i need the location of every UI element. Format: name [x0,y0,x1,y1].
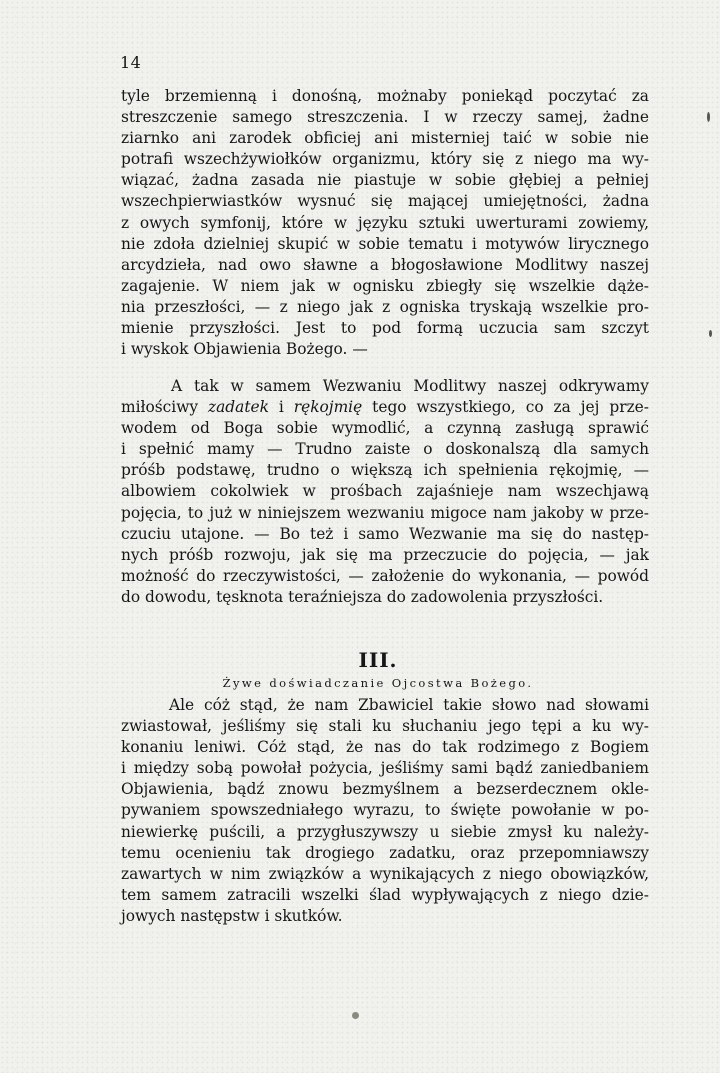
text-line: mienie przyszłości. Jest to pod formą uczucia sam szczyt [121,319,649,338]
text-segment: miłościwy [121,398,209,417]
text-line: tyle brzemienną i donośną, możnaby poniekąd poczytać za [121,87,649,105]
text-line: arcydzieła, nad owo sławne a błogosławione Modlitwy naszej [121,255,649,274]
text-line: pojęcia, to już w niniejszem wezwaniu migoce nam jakoby w prze- [121,503,649,522]
text-line: streszczenie samego streszczenia. I w rzeczy samej, żadne [121,108,649,127]
text-line [121,397,649,418]
text-line: i spełnić mamy — Trudno zaiste o doskonalszą dla samych [121,440,649,459]
paper-speck [707,112,710,122]
paper-speck [709,330,712,337]
text-line: z owych symfonij, które w języku sztuki uwerturami zowiemy, [121,213,649,232]
text-line: niewierkę puścili, a przygłuszywszy u siebie zmysł ku należy- [121,822,649,841]
text-line: zagajenie. W niem jak w ognisku zbiegły się wszelkie dąże- [121,276,649,295]
paragraph-1 [121,86,649,360]
paragraph-2 [121,376,649,608]
text-line: nie zdoła dzielniej skupić w sobie tematu i motywów lirycznego [121,234,649,253]
page-number: 14 [120,53,142,72]
text-line: albowiem cokolwiek w prośbach zajaśnieje nam wszechjawą [121,482,649,501]
text-line: nia przeszłości, — z niego jak z ogniska tryskają wszelkie pro- [121,297,649,316]
paragraph-3 [121,695,649,927]
text-line: i wyskok Objawienia Bożego. — [121,340,368,359]
section-heading: III. [358,648,398,672]
text-line: i między sobą powołał pożycia, jeśliśmy sami bądź zaniedbaniem [121,759,649,778]
text-segment: i [268,398,294,417]
text-line: zawartych w nim związków a wynikających z niego obowiązków, [121,864,649,883]
text-line: do dowodu, tęsknota teraźniejsza do zadowolenia przyszłości. [121,587,604,606]
text-line: Ale cóż stąd, że nam Zbawiciel takie słowo nad słowami [169,696,649,714]
text-line: nych próśb rozwoju, jak się ma przeczucie do pojęcia, — jak [121,545,649,564]
text-line: konaniu leniwi. Cóż stąd, że nas do tak rodzimego z Bogiem [121,738,649,757]
text-line: wszechpierwiastków wysnuć się mającej umiejętności, żadna [121,192,649,211]
text-line: wodem od Boga sobie wymodlić, a czynną zasługą sprawić [121,419,649,438]
text-line: wiązać, żadna zasada nie piastuje w sobie głębiej a pełniej [121,171,649,190]
text-line: tem samem zatracili wszelki ślad wypływających z niego dzie- [121,885,649,904]
text-line: temu ocenieniu tak drogiego zadatku, oraz przepomniawszy [121,843,649,862]
italic-term-rekojmie: rękojmię [293,398,363,417]
text-line: zwiastował, jeśliśmy się stali ku słuchaniu jego tępi a ku wy- [121,717,649,736]
text-line: potrafi wszechżywiołków organizmu, który się z niego ma wy- [121,150,649,169]
italic-term-zadatek: zadatek [208,398,269,417]
text-line: czuciu utajone. — Bo też i samo Wezwanie ma się do następ- [121,524,649,543]
text-line: ziarnko ani zarodek obficiej ani misterniej taić w sobie nie [121,129,649,148]
text-line: jowych następstw i skutków. [121,906,343,925]
text-line: możność do rzeczywistości, — założenie do wykonania, — powód [121,566,649,585]
text-line: Objawienia, bądź znowu bezmyślnem a bezserdecznem okle- [121,780,649,799]
paper-speck [352,1012,359,1019]
text-segment: tego wszystkiego, co za jej prze- [362,398,649,417]
text-line: A tak w samem Wezwaniu Modlitwy naszej odkrywamy [171,377,649,395]
section-subtitle: Żywe doświadczanie Ojcostwa Bożego. [222,676,534,690]
text-line: pywaniem spowszedniałego wyrazu, to święte powołanie w po- [121,801,649,820]
text-line: próśb podstawę, trudno o większą ich spełnienia rękojmię, — [121,461,649,480]
